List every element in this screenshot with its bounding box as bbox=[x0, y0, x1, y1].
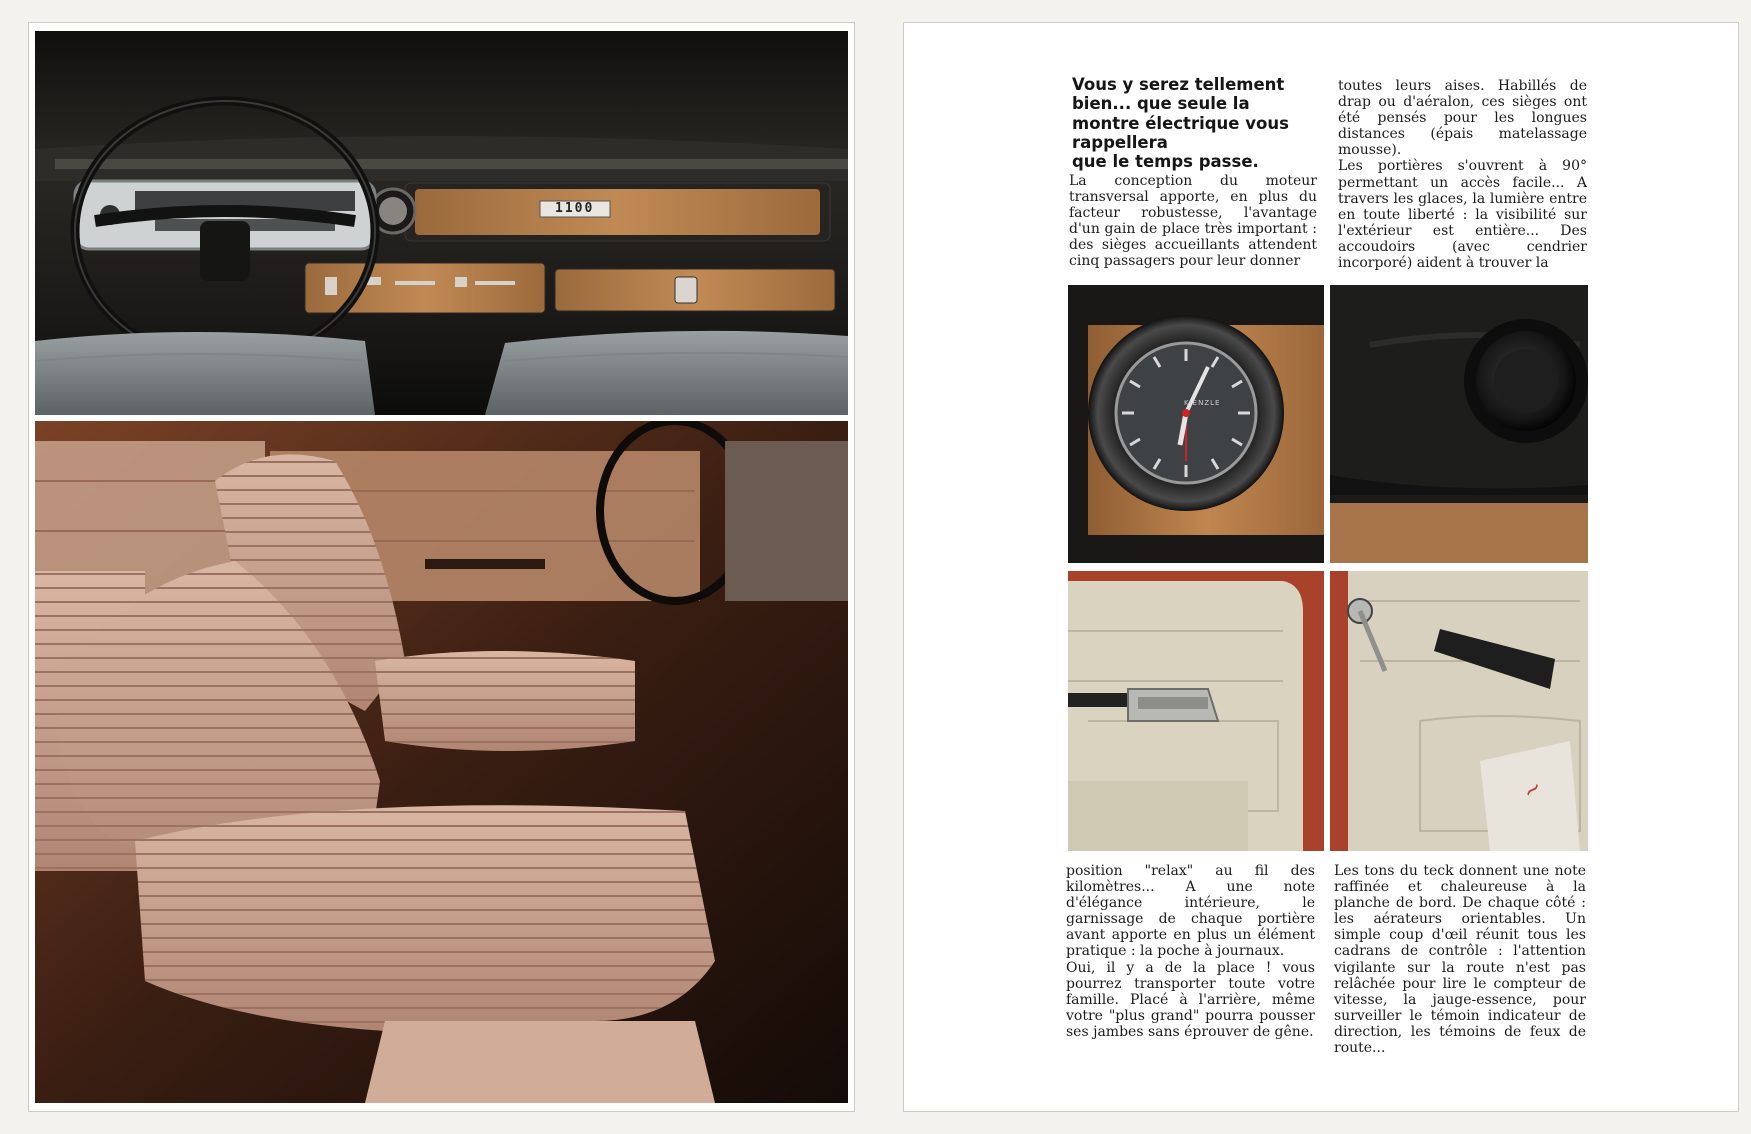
body-text-top-left bbox=[1069, 173, 1317, 270]
air-vent-photo bbox=[1330, 285, 1588, 563]
headline-line: bien... que seule la bbox=[1072, 94, 1250, 114]
clock-photo bbox=[1068, 285, 1324, 563]
paragraph: toutes leurs aises. Habillés de drap ou d'aéralon, ces sièges ont été pensés pour les longues distances (épais matelassage mousse). bbox=[1338, 78, 1587, 159]
headline-line: que le temps passe. bbox=[1072, 152, 1259, 172]
door-pocket-photo bbox=[1330, 571, 1588, 851]
model-badge: 1100 bbox=[555, 201, 595, 216]
body-text-bottom-right bbox=[1334, 863, 1586, 1056]
headline-line: rappellera bbox=[1072, 132, 1168, 152]
headline-line: montre électrique vous bbox=[1072, 113, 1289, 133]
body-text-bottom-left bbox=[1066, 863, 1315, 1040]
paragraph: La conception du moteur transversal apporte, en plus du facteur robustesse, l'avantage d'un gain de place très important : des sièges accueillants attendent cinq passagers pour leur donner bbox=[1069, 173, 1317, 270]
paragraph: Les portières s'ouvrent à 90° permettant un accès facile... A travers les glaces, la lumière entre en toute liberté : la visibilité sur l'extérieur est entière... Des accoudoirs (avec cendrier incorporé) aident à trouver la bbox=[1338, 158, 1587, 272]
headline-line: Vous y serez tellement bbox=[1072, 75, 1285, 94]
svg-text:~: ~ bbox=[1517, 774, 1548, 806]
dashboard-photo bbox=[35, 31, 848, 415]
headline bbox=[1072, 75, 1312, 171]
body-text-top-right bbox=[1338, 78, 1587, 271]
left-page bbox=[28, 22, 855, 1112]
right-page bbox=[903, 22, 1739, 1112]
clock-brand-label: KIENZLE bbox=[1184, 399, 1221, 407]
paragraph: Oui, il y a de la place ! vous pourrez transporter toute votre famille. Placé à l'arrière, même votre "plus grand" pourra pousser ses jambes sans éprouver de gêne. bbox=[1066, 959, 1315, 1040]
front-seats-photo bbox=[35, 421, 848, 1103]
door-armrest-photo bbox=[1068, 571, 1324, 851]
paragraph: Les tons du teck donnent une note raffinée et chaleureuse à la planche de bord. De chaque côté : les aérateurs orientables. Un simple coup d'œil réunit tous les cadrans de contrôle : l'attention vigilante sur la route n'est pas relâchée pour lire le compteur de vitesse, la jauge-essence, pour surveiller le témoin indicateur de direction, les témoins de feux de route... bbox=[1334, 863, 1586, 1057]
paragraph: position "relax" au fil des kilomètres... A une note d'élégance intérieure, le garnissage de chaque portière avant apporte en plus un élément pratique : la poche à journaux. bbox=[1066, 863, 1315, 960]
